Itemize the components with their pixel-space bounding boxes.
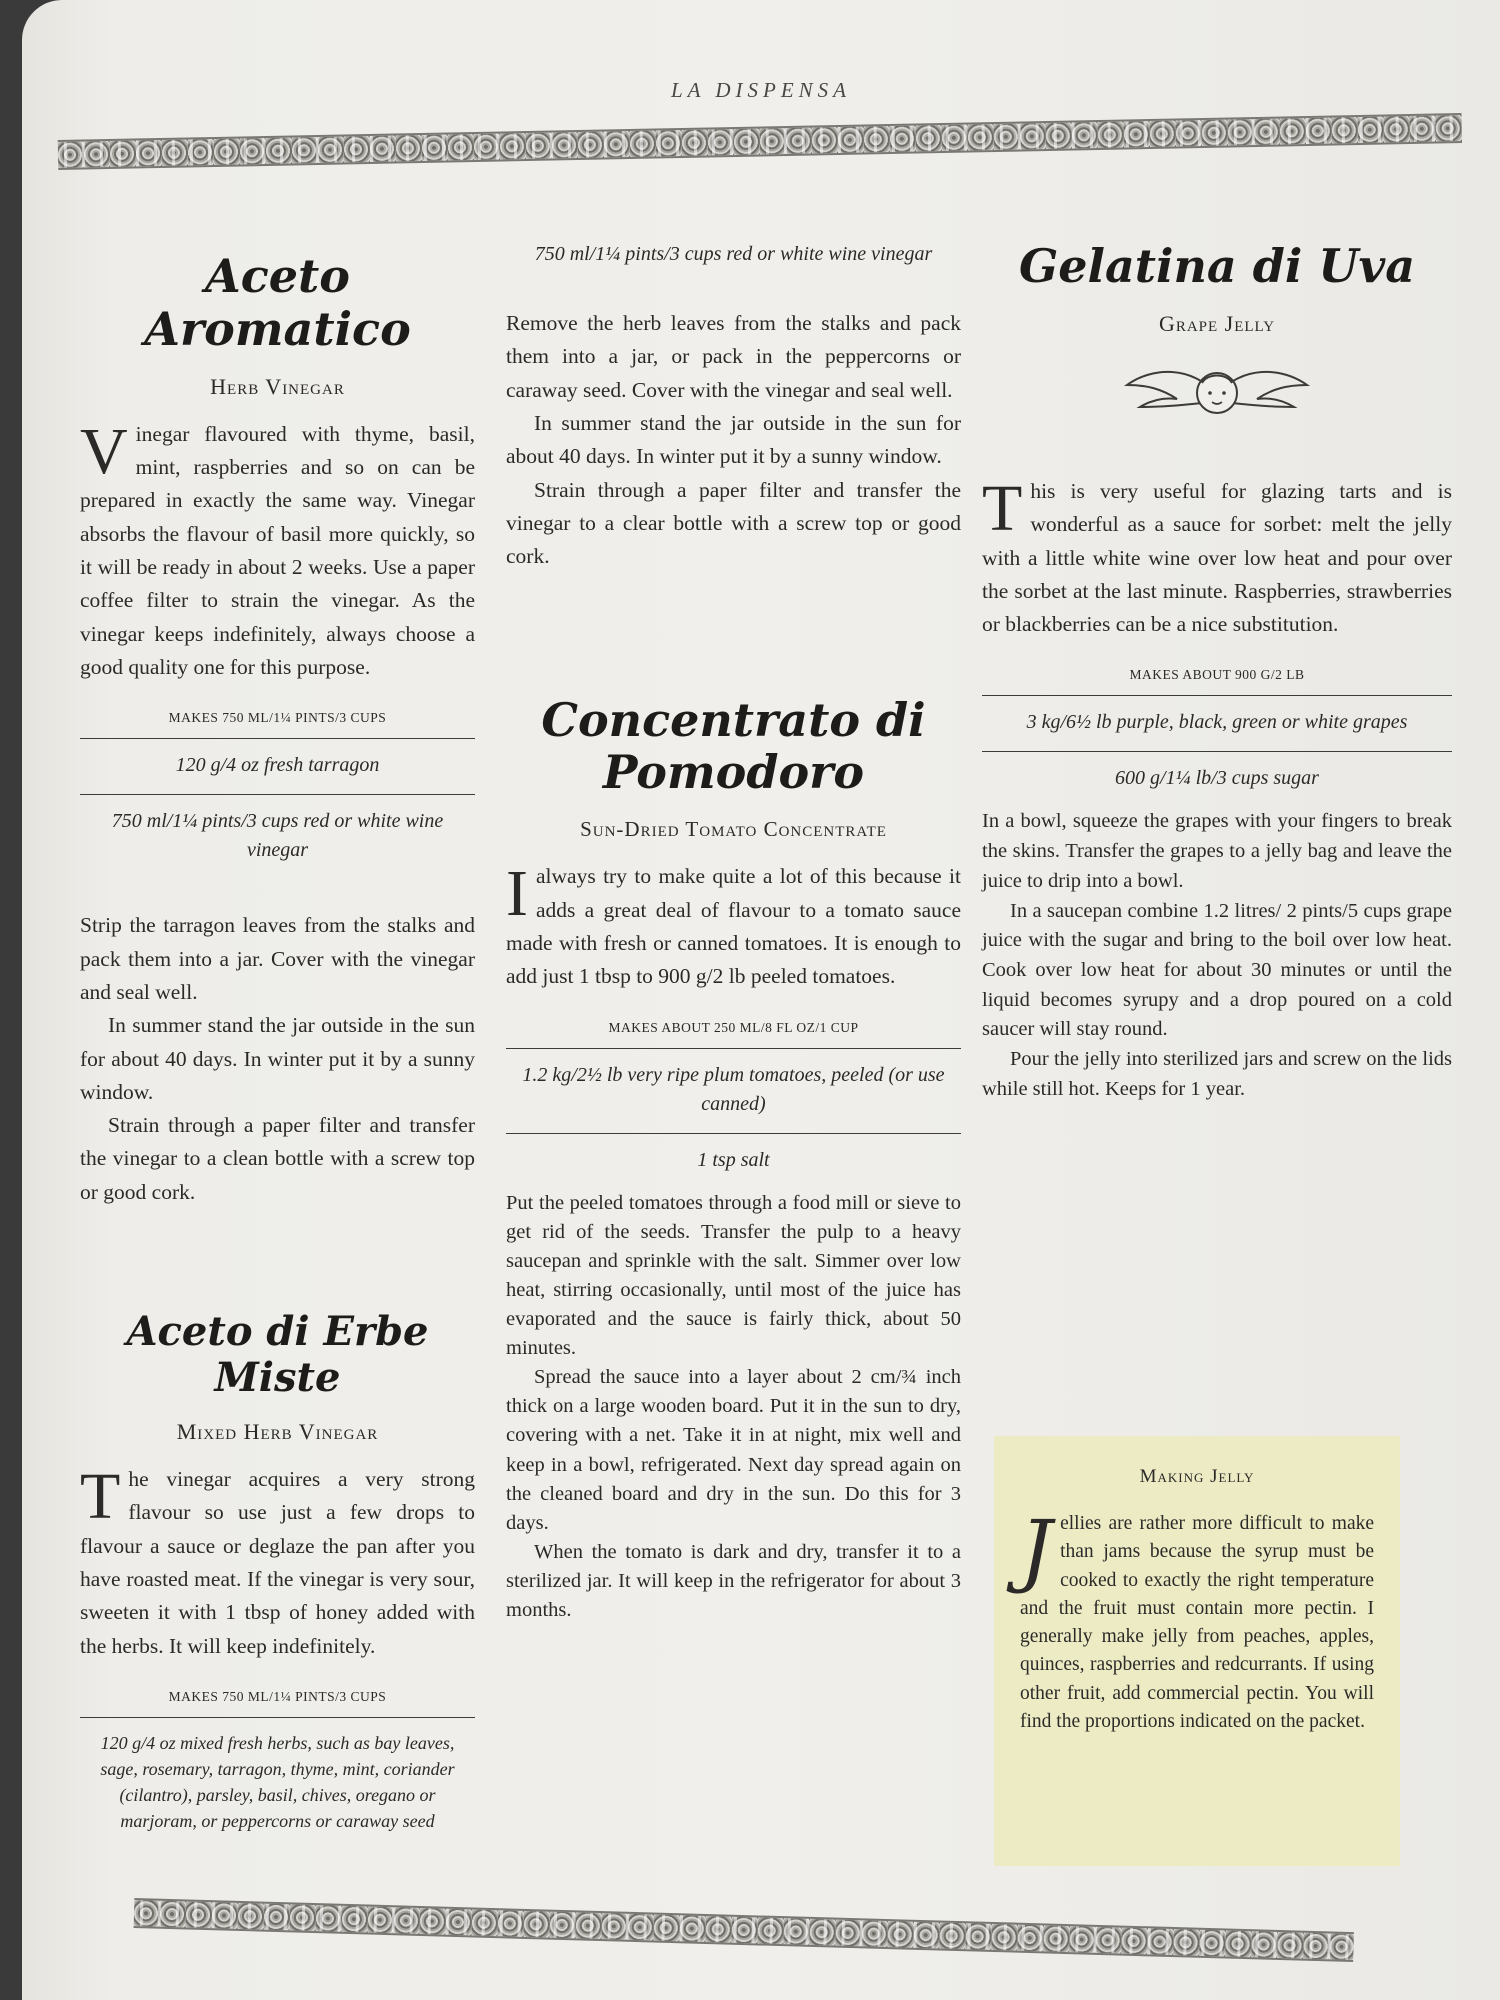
recipe-title: Aceto di Erbe Miste: [126, 1308, 429, 1402]
book-page: [22, 0, 1500, 2000]
column-right: [982, 240, 1452, 1105]
recipe-title: Aceto Aromatico: [144, 249, 411, 356]
method-step: When the tomato is dark and dry, transfer it to a sterilized jar. It will keep in the refrigerator for about 3 months.: [506, 1540, 961, 1622]
method-step: Put the peeled tomatoes through a food mill or sieve to get rid of the seeds. Transfer the pulp to a heavy saucepan and sprinkle with the salt. Simmer over low heat, stirring occasionally, until most of the juice has evaporated and the sauce is fairly thick, about 50 minutes.: [506, 1191, 961, 1360]
recipe-title: Gelatina di Uva: [1018, 239, 1416, 293]
ingredient: 120 g/4 oz fresh tarragon: [80, 738, 475, 794]
recipe-title: Concentrato di Pomodoro: [541, 692, 926, 800]
method-step: In a bowl, squeeze the grapes with your fingers to break the skins. Transfer the grapes to a jelly bag and leave the juice to drip into a bowl.: [982, 810, 1452, 892]
ingredient: 3 kg/6½ lb purple, black, green or white grapes: [982, 695, 1452, 751]
sidebar-text: Jellies are rather more difficult to make than jams because the syrup must be cooked to exactly the right temperature and the fruit must contain more pectin. I generally make jelly from peaches, apples, quinces, raspberries and redcurrants. If using other fruit, add commercial pectin. You will find the proportions indicated on the packet.: [1020, 1503, 1374, 1732]
making-jelly-sidebar: [994, 1436, 1400, 1866]
recipe-yield: MAKES ABOUT 250 ML/8 FL OZ/1 CUP: [608, 1019, 859, 1035]
sidebar-title: Making Jelly: [1139, 1466, 1255, 1487]
ingredient: 1 tsp salt: [506, 1133, 961, 1189]
recipe-intro: The vinegar acquires a very strong flavour so use just a few drops to flavour a sauce or deglaze the pan after you have roasted meat. If the vinegar is very sour, sweeten it with 1 tbsp of honey added with the herbs. It will keep indefinitely.: [80, 1460, 475, 1658]
cherub-ornament-icon: [1122, 355, 1312, 435]
recipe-yield: MAKES 750 ML/1¼ PINTS/3 CUPS: [168, 1688, 387, 1704]
ingredient: 750 ml/1¼ pints/3 cups red or white wine vinegar: [534, 243, 933, 265]
recipe-subtitle: Herb Vinegar: [210, 373, 345, 399]
ingredient: 120 g/4 oz mixed fresh herbs, such as bay leaves, sage, rosemary, tarragon, thyme, mint, coriander (cilantro), parsley, basil, chives, oregano or marjoram, or peppercorns or caraway seed: [80, 1717, 475, 1848]
method-step: Remove the herb leaves from the stalks and pack them into a jar, or pack in the peppercorns or caraway seed. Cover with the vinegar and seal well.: [506, 311, 961, 402]
recipe-intro: This is very useful for glazing tarts and is wonderful as a sauce for sorbet: melt the jelly with a little white wine over low heat and pour over the sorbet at the last minute. Raspberries, strawberries or blackberries can be a nice substitution.: [982, 471, 1452, 637]
method-step: In summer stand the jar outside in the sun for about 40 days. In winter put it by a sunny window.: [506, 410, 961, 469]
recipe-intro: Vinegar flavoured with thyme, basil, mint, raspberries and so on can be prepared in exactly the same way. Vinegar absorbs the flavour of basil more quickly, so it will be ready in about 2 weeks. Use a paper coffee filter to strain the vinegar. As the vinegar keeps indefinitely, always choose a good quality one for this purpose.: [80, 414, 475, 679]
drop-cap: T: [80, 1460, 121, 1534]
drop-cap: J: [1020, 1503, 1053, 1596]
method-step: Pour the jelly into sterilized jars and screw on the lids while still hot. Keeps for 1 year.: [982, 1048, 1452, 1100]
method-step: Spread the sauce into a layer about 2 cm/¾ inch thick on a large wooden board. Put it in the sun to dry, covering with a net. Take it in at night, mix well and keep in a bowl, refrigerated. Next day spread again on the cleaned board and dry in the sun. Do this for 3 days.: [506, 1366, 961, 1534]
ingredient: 750 ml/1¼ pints/3 cups red or white wine vinegar: [80, 794, 475, 879]
recipe-yield: MAKES 750 ML/1¼ PINTS/3 CUPS: [168, 710, 387, 726]
drop-cap: V: [80, 414, 128, 488]
drop-cap: I: [506, 857, 528, 931]
method-step: Strip the tarragon leaves from the stalks and pack them into a jar. Cover with the vinegar and seal well.: [80, 913, 475, 1004]
column-middle: [506, 240, 961, 1625]
recipe-subtitle: Sun-Dried Tomato Concentrate: [580, 817, 887, 842]
column-left: [80, 250, 475, 1848]
ingredient: 600 g/1¼ lb/3 cups sugar: [982, 751, 1452, 807]
ingredient: 1.2 kg/2½ lb very ripe plum tomatoes, peeled (or use canned): [506, 1048, 961, 1133]
decorative-border-bottom: [134, 1898, 1354, 1962]
recipe-yield: MAKES ABOUT 900 G/2 LB: [1129, 667, 1305, 683]
running-head: LA DISPENSA: [670, 78, 852, 102]
method-step: Strain through a paper filter and transfer the vinegar to a clear bottle with a screw top or good cork.: [506, 477, 961, 569]
decorative-border-top: [58, 113, 1462, 170]
recipe-intro: Ialways try to make quite a lot of this because it adds a great deal of flavour to a tomato sauce made with fresh or canned tomatoes. It is enough to add just 1 tbsp to 900 g/2 lb peeled tomatoes.: [506, 857, 961, 989]
method-step: In a saucepan combine 1.2 litres/ 2 pints/5 cups grape juice with the sugar and bring to the boil over low heat. Cook over low heat for about 30 minutes or until the liquid becomes syrupy and a drop poured on a cold saucer will stay round.: [982, 899, 1452, 1041]
method-step: In summer stand the jar outside in the sun for about 40 days. In winter put it by a sunny window.: [80, 1013, 475, 1104]
drop-cap: T: [982, 471, 1023, 545]
method-step: Strain through a paper filter and transfer the vinegar to a clean bottle with a screw top or good cork.: [80, 1113, 475, 1204]
recipe-subtitle: Mixed Herb Vinegar: [176, 1419, 379, 1445]
recipe-subtitle: Grape Jelly: [1158, 310, 1276, 336]
